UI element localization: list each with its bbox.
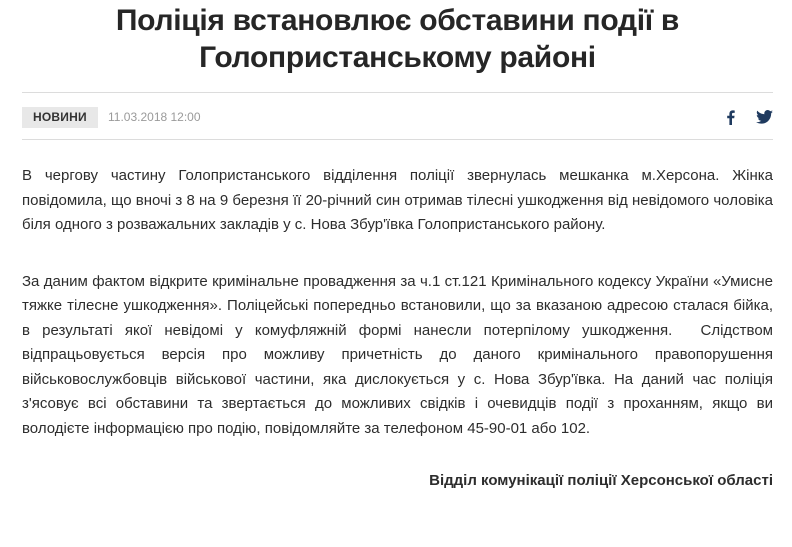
share-buttons [721,107,773,127]
twitter-icon[interactable] [755,108,773,126]
article [22,0,773,489]
paragraph: За даним фактом відкрите кримінальне провадження за ч.1 ст.121 Кримінального кодексу України «Умисне тяжке тілесне ушкодження». Поліцейські попередньо встановили, що за вказаною адресою сталася бійка, в результаті якої невідомі у комуфляжній формі нанесли потерпілому ушкодження. [22,272,773,339]
article-title: Поліція встановлює обставини події в Голопристанському районі [115,4,680,74]
publish-date: 11.03.2018 12:00 [108,110,201,124]
article-meta-bar [22,92,773,140]
paragraph: В чергову частину Голопристанського відділення поліції звернулась мешканка м.Херсона. Жінка повідомила, що вночі з 8 на 9 березня її 20-річний син отримав тілесні ушкодження від невідомого чоловіка біля одного з розважальних закладів у с. Нова Збур'ївка Голопристанського району. [22,167,773,233]
article-body [22,164,773,494]
category-badge[interactable]: НОВИНИ [22,107,98,128]
facebook-icon[interactable] [721,108,739,126]
paragraph-combined [22,270,773,442]
article-signature: Відділ комунікації поліції Херсонської області [429,472,773,489]
paragraph: Слідством відпрацьовується версія про можливу причетність до даного кримінального правопорушення військовослужбовців військової частини, яка дислокується у с. Нова Збур'ївка. На даний час поліція з'ясовує всі обставини та звертається до можливих свідків і очевидців події з проханням, якщо ви володієте інформацією про подію, повідомляйте за телефоном 45-90-01 або 102. [22,321,773,437]
